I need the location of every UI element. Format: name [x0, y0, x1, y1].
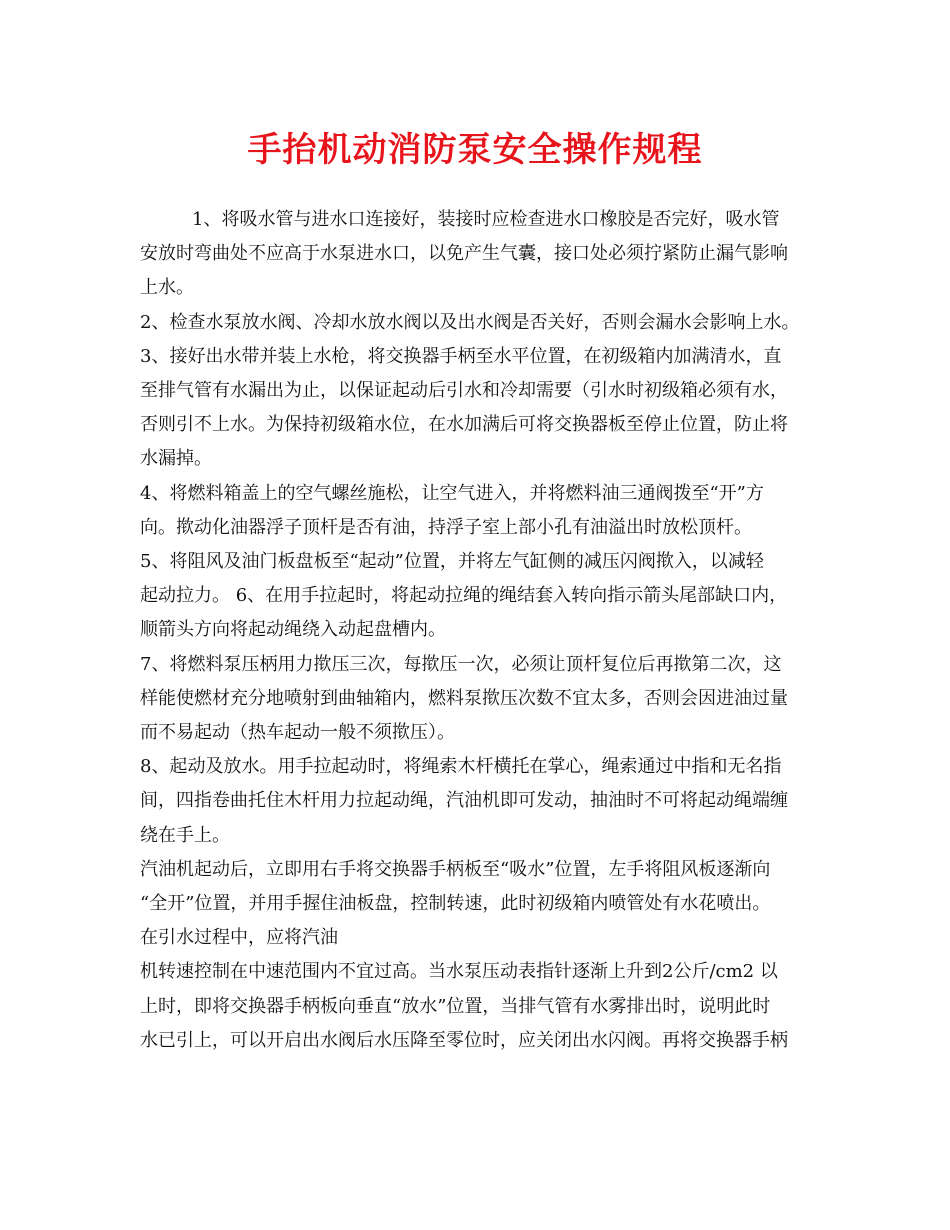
text-line: 至排气管有水漏出为止，以保证起动后引水和冷却需要（引水时初级箱必须有水，	[140, 380, 788, 402]
text-line: 向。揿动化油器浮子顶杆是否有油，持浮子室上部小孔有油溢出时放松顶杆。	[140, 516, 752, 538]
text-line: 4、将燃料箱盖上的空气螺丝施松，让空气进入，并将燃料油三通阀拨至“开”方	[140, 482, 764, 504]
text-line: 上时，即将交换器手柄板向垂直“放水”位置，当排气管有水雾排出时，说明此时	[140, 995, 771, 1017]
text-line: 8、起动及放水。用手拉起动时，将绳索木杆横托在掌心，绳索通过中指和无名指	[140, 756, 782, 778]
text-line: 样能使燃材充分地喷射到曲轴箱内，燃料泵揿压次数不宜太多，否则会因进油过量	[140, 687, 788, 709]
text-line: 7、将燃料泵压柄用力揿压三次，每揿压一次，必须让顶杆复位后再揿第二次，这	[140, 653, 782, 675]
text-line: 上水。	[140, 277, 194, 299]
document-body	[140, 203, 820, 1058]
text-line: 汽油机起动后，立即用右手将交换器手柄板至“吸水”位置，左手将阻风板逐渐向	[140, 858, 771, 880]
text-line: 间，四指卷曲托住木杆用力拉起动绳，汽油机即可发动，抽油时不可将起动绳端缠	[140, 790, 788, 812]
text-line: 否则引不上水。为保持初级箱水位，在水加满后可将交换器板至停止位置，防止将	[140, 414, 788, 436]
text-line: 水漏掉。	[140, 448, 212, 470]
text-line: 1、将吸水管与进水口连接好，装接时应检查进水口橡胶是否完好，吸水管	[192, 209, 780, 230]
text-line: 安放时弯曲处不应高于水泵进水口，以免产生气囊，接口处必须拧紧防止漏气影响	[140, 243, 788, 265]
text-line: 水已引上，可以开启出水阀后水压降至零位时，应关闭出水闪阀。再将交换器手柄	[140, 1029, 788, 1051]
text-line: 而不易起动（热车起动一般不须揿压）。	[140, 722, 455, 744]
text-line: 2、检查水泵放水阀、冷却水放水阀以及出水阀是否关好，否则会漏水会影响上水。	[140, 311, 800, 333]
text-line: 在引水过程中，应将汽油	[140, 927, 338, 949]
page-title: 手抬机动消防泵安全操作规程	[247, 130, 703, 170]
text-line: 机转速控制在中速范围内不宜过高。当水泵压动表指针逐渐上升到2公斤/cm2 以	[140, 961, 778, 983]
text-line: 3、接好出水带并装上水枪，将交换器手柄至水平位置，在初级箱内加满清水，直	[140, 345, 782, 367]
text-line: 绕在手上。	[140, 824, 230, 846]
text-line: “全开”位置，并用手握住油板盘，控制转速，此时初级箱内喷管处有水花喷出。	[140, 893, 771, 915]
text-line: 5、将阻风及油门板盘板至“起动”位置，并将左气缸侧的减压闪阀揿入，以减轻	[140, 551, 764, 573]
text-line: 起动拉力。 6、在用手拉起时，将起动拉绳的绳结套入转向指示箭头尾部缺口内，	[140, 585, 788, 607]
text-line: 顺箭头方向将起动绳绕入动起盘槽内。	[140, 619, 446, 641]
